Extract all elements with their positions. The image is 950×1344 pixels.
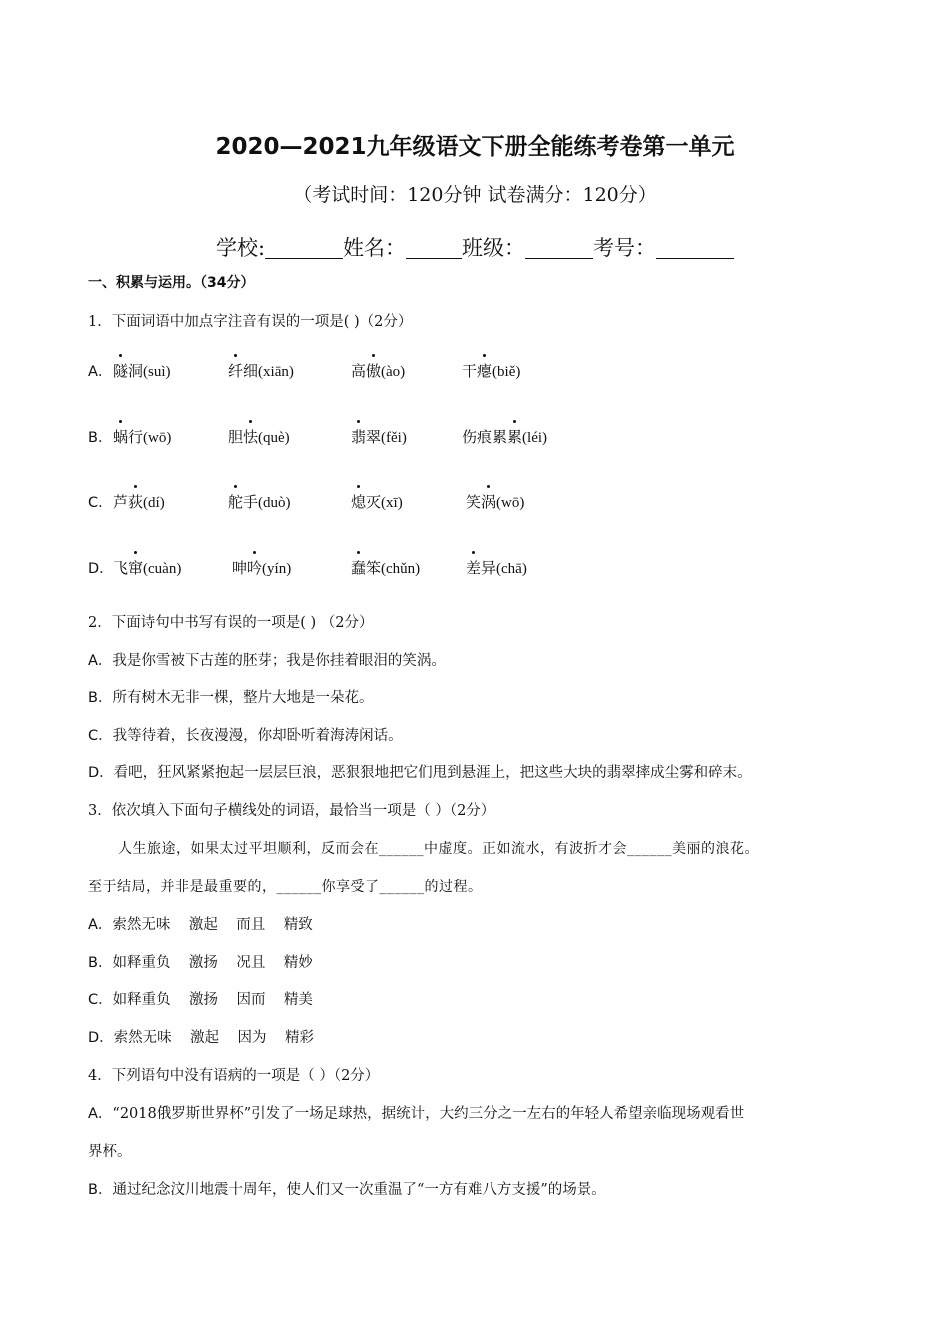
emphasis-dot-icon bbox=[119, 354, 122, 357]
dotted-character bbox=[128, 491, 143, 512]
class-blank[interactable] bbox=[525, 236, 593, 259]
dotted-character bbox=[243, 426, 258, 447]
emphasis-dot-icon bbox=[134, 485, 137, 488]
question-4-option-a[interactable]: A．“2018俄罗斯世界杯”引发了一场足球热，据统计，大约三分之一左右的年轻人希望亲临现场观看世 bbox=[88, 1106, 745, 1122]
dotted-character bbox=[228, 491, 243, 512]
dotted-character bbox=[507, 426, 522, 447]
pinyin: (ào) bbox=[381, 364, 406, 380]
question-3-option-d[interactable]: D．索然无味 激起 因为 精彩 bbox=[88, 1030, 314, 1046]
school-label: 学校: bbox=[215, 236, 266, 260]
question-3-stem: 3．依次填入下面句子横线处的词语，最恰当一项是（ ）（2分） bbox=[88, 803, 496, 819]
pinyin: (chā) bbox=[496, 561, 527, 577]
dotted-character-text: 差 bbox=[466, 559, 482, 577]
dotted-character bbox=[366, 360, 381, 381]
dotted-character bbox=[351, 426, 366, 447]
pinyin: (xī) bbox=[381, 495, 403, 511]
emphasis-dot-icon bbox=[483, 354, 486, 357]
word-text: 高 bbox=[351, 362, 367, 380]
question-3-option-c[interactable]: C．如释重负 激扬 因而 精美 bbox=[88, 992, 313, 1008]
emphasis-dot-icon bbox=[357, 485, 360, 488]
emphasis-dot-icon bbox=[134, 551, 137, 554]
dotted-character-text: 隧 bbox=[113, 362, 129, 380]
question-1-word bbox=[113, 557, 181, 578]
emphasis-dot-icon bbox=[253, 551, 256, 554]
word-text: 伤痕累 bbox=[462, 428, 508, 446]
question-3-passage-line-1: 人生旅途，如果太过平坦顺利，反而会在______中虚度。正如流水，有波折才会______美丽的浪花。 bbox=[118, 841, 759, 857]
school-blank[interactable] bbox=[265, 236, 343, 259]
question-1-word bbox=[351, 491, 403, 512]
dotted-character-text: 吟 bbox=[247, 559, 263, 577]
pinyin: (wō) bbox=[143, 430, 172, 446]
question-1-word bbox=[113, 491, 165, 512]
pinyin: (suì) bbox=[143, 364, 171, 380]
emphasis-dot-icon bbox=[487, 485, 490, 488]
emphasis-dot-icon bbox=[513, 420, 516, 423]
pinyin: (yín) bbox=[262, 561, 292, 577]
word-text: 翠 bbox=[366, 428, 382, 446]
question-2-option-d[interactable]: D．看吧，狂风紧紧抱起一层层巨浪，恶狠狠地把它们甩到悬涯上，把这些大块的翡翠摔成尘雾和碎末。 bbox=[88, 765, 752, 781]
word-text: 胆 bbox=[228, 428, 244, 446]
question-1-word bbox=[351, 426, 407, 447]
question-1-word bbox=[228, 426, 290, 447]
question-1-word bbox=[228, 491, 291, 512]
word-text: 芦 bbox=[113, 493, 129, 511]
dotted-character-text: 蠢 bbox=[351, 559, 367, 577]
question-4-stem: 4．下列语句中没有语病的一项是（ ）（2分） bbox=[88, 1068, 380, 1084]
dotted-character bbox=[247, 557, 262, 578]
question-4-option-a-continued: 界杯。 bbox=[88, 1144, 132, 1160]
pinyin: (chǔn) bbox=[381, 561, 421, 577]
question-2-option-c[interactable]: C．我等待着，长夜漫漫，你却卧听着海涛闲话。 bbox=[88, 728, 403, 744]
emphasis-dot-icon bbox=[357, 420, 360, 423]
dotted-character-text: 舵 bbox=[228, 493, 244, 511]
dotted-character bbox=[481, 491, 496, 512]
word-text: 笑 bbox=[466, 493, 482, 511]
question-2-stem: 2．下面诗句中书写有误的一项是( ) （2分） bbox=[88, 615, 374, 631]
question-3-option-b[interactable]: B．如释重负 激扬 况且 精妙 bbox=[88, 955, 313, 971]
dotted-character-text: 窜 bbox=[128, 559, 144, 577]
question-3-passage-line-2: 至于结局，并非是最重要的，______你享受了______的过程。 bbox=[88, 879, 483, 895]
question-1-word bbox=[466, 491, 524, 512]
question-1-option-letter[interactable]: D． bbox=[88, 561, 114, 577]
word-text: 灭 bbox=[366, 493, 382, 511]
class-label: 班级： bbox=[462, 236, 526, 260]
dotted-character-text: 熄 bbox=[351, 493, 367, 511]
dotted-character bbox=[351, 491, 366, 512]
question-1-word bbox=[228, 360, 294, 381]
dotted-character-text: 累 bbox=[507, 428, 523, 446]
number-label: 考号： bbox=[593, 236, 657, 260]
question-4-option-b[interactable]: B．通过纪念汶川地震十周年，使人们又一次重温了“一方有难八方支援”的场景。 bbox=[88, 1182, 606, 1198]
question-1-word bbox=[466, 557, 527, 578]
dotted-character-text: 瘪 bbox=[477, 362, 493, 380]
dotted-character bbox=[113, 426, 128, 447]
question-1-option-letter[interactable]: A． bbox=[88, 364, 113, 380]
exam-subtitle: （考试时间：120分钟 试卷满分：120分） bbox=[293, 184, 657, 206]
question-1-word bbox=[232, 557, 291, 578]
dotted-character-text: 纤 bbox=[228, 362, 244, 380]
emphasis-dot-icon bbox=[119, 420, 122, 423]
word-text: 笨 bbox=[366, 559, 382, 577]
emphasis-dot-icon bbox=[249, 420, 252, 423]
pinyin: (cuàn) bbox=[143, 561, 182, 577]
emphasis-dot-icon bbox=[357, 551, 360, 554]
pinyin: (fěi) bbox=[381, 430, 407, 446]
dotted-character-text: 傲 bbox=[366, 362, 382, 380]
student-info-line bbox=[0, 232, 950, 262]
pinyin: (biě) bbox=[492, 364, 521, 380]
question-1-word bbox=[351, 360, 405, 381]
emphasis-dot-icon bbox=[234, 354, 237, 357]
question-3-option-a[interactable]: A．索然无味 激起 而且 精致 bbox=[88, 917, 313, 933]
name-blank[interactable] bbox=[406, 236, 462, 259]
word-text: 细 bbox=[243, 362, 259, 380]
emphasis-dot-icon bbox=[472, 551, 475, 554]
section-heading: 一、积累与运用。（34分） bbox=[88, 275, 255, 291]
pinyin: (duò) bbox=[258, 495, 291, 511]
pinyin: (wō) bbox=[496, 495, 525, 511]
dotted-character bbox=[113, 360, 128, 381]
question-1-word bbox=[462, 426, 547, 447]
word-text: 洞 bbox=[128, 362, 144, 380]
dotted-character-text: 翡 bbox=[351, 428, 367, 446]
dotted-character bbox=[128, 557, 143, 578]
dotted-character bbox=[466, 557, 481, 578]
pinyin: (què) bbox=[258, 430, 290, 446]
exam-title: 2020—2021九年级语文下册全能练考卷第一单元 bbox=[215, 134, 735, 160]
word-text: 异 bbox=[481, 559, 497, 577]
question-1-option-letter[interactable]: C． bbox=[88, 495, 113, 511]
dotted-character-text: 涡 bbox=[481, 493, 497, 511]
dotted-character bbox=[477, 360, 492, 381]
word-text: 行 bbox=[128, 428, 144, 446]
dotted-character bbox=[351, 557, 366, 578]
word-text: 干 bbox=[462, 362, 478, 380]
question-1-word bbox=[351, 557, 420, 578]
word-text: 呻 bbox=[232, 559, 248, 577]
question-1-stem: 1．下面词语中加点字注音有误的一项是( )（2分） bbox=[88, 314, 413, 330]
word-text: 飞 bbox=[113, 559, 129, 577]
dotted-character-text: 荻 bbox=[128, 493, 144, 511]
dotted-character bbox=[228, 360, 243, 381]
question-1-option-letter[interactable]: B． bbox=[88, 430, 113, 446]
word-text: 手 bbox=[243, 493, 259, 511]
dotted-character-text: 蜗 bbox=[113, 428, 129, 446]
dotted-character-text: 怯 bbox=[243, 428, 259, 446]
name-label: 姓名： bbox=[343, 236, 407, 260]
pinyin: (xiān) bbox=[258, 364, 294, 380]
pinyin: (léi) bbox=[522, 430, 548, 446]
question-1-word bbox=[462, 360, 520, 381]
question-2-option-a[interactable]: A．我是你雪被下古莲的胚芽；我是你挂着眼泪的笑涡。 bbox=[88, 653, 446, 669]
question-1-word bbox=[113, 426, 171, 447]
number-blank[interactable] bbox=[656, 236, 734, 259]
emphasis-dot-icon bbox=[234, 485, 237, 488]
emphasis-dot-icon bbox=[372, 354, 375, 357]
question-2-option-b[interactable]: B．所有树木无非一棵，整片大地是一朵花。 bbox=[88, 690, 374, 706]
pinyin: (dí) bbox=[143, 495, 165, 511]
question-1-word bbox=[113, 360, 171, 381]
